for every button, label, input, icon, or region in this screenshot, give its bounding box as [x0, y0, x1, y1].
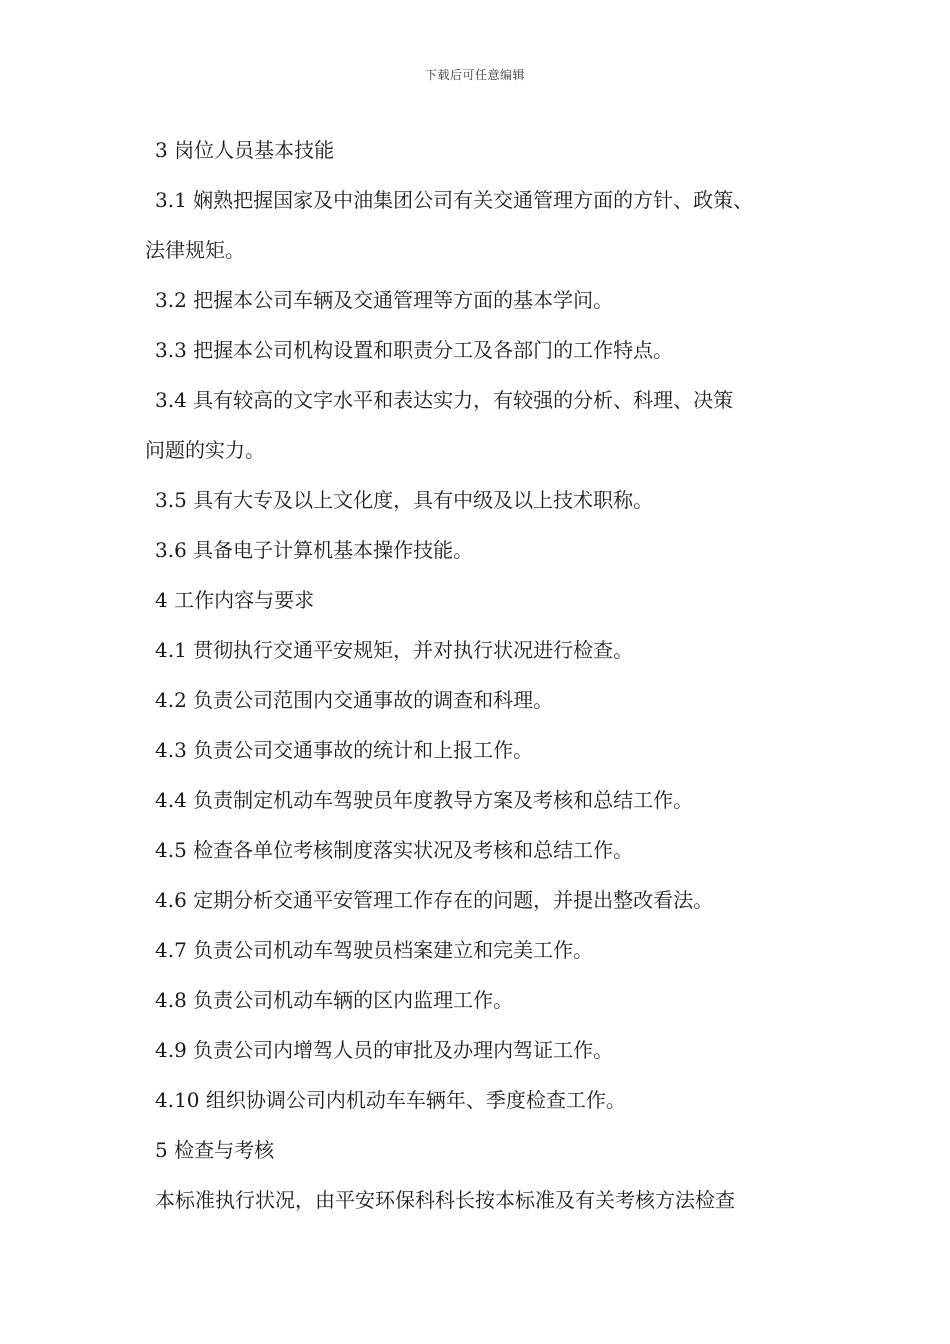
- paragraph-4-5: 4.5 检查各单位考核制度落实状况及考核和总结工作。: [155, 838, 634, 862]
- paragraph-3-6: 3.6 具备电子计算机基本操作技能。: [155, 538, 474, 562]
- paragraph-4-7: 4.7 负责公司机动车驾驶员档案建立和完美工作。: [155, 938, 594, 962]
- paragraph-4-3: 4.3 负责公司交通事故的统计和上报工作。: [155, 738, 534, 762]
- paragraph-3-4-continued: 问题的实力。: [145, 438, 265, 462]
- paragraph-3-1: 3.1 娴熟把握国家及中油集团公司有关交通管理方面的方针、政策、: [155, 188, 754, 212]
- paragraph-3-2: 3.2 把握本公司车辆及交通管理等方面的基本学问。: [155, 288, 614, 312]
- paragraph-4-6: 4.6 定期分析交通平安管理工作存在的问题，并提出整改看法。: [155, 888, 714, 912]
- paragraph-5-body: 本标准执行状况，由平安环保科科长按本标准及有关考核方法检查: [155, 1188, 735, 1212]
- document-body: [145, 128, 835, 1228]
- paragraph-4-1: 4.1 贯彻执行交通平安规矩，并对执行状况进行检查。: [155, 638, 634, 662]
- section-heading-3: 3 岗位人员基本技能: [155, 138, 335, 162]
- paragraph-3-3: 3.3 把握本公司机构设置和职责分工及各部门的工作特点。: [155, 338, 674, 362]
- paragraph-4-4: 4.4 负责制定机动车驾驶员年度教导方案及考核和总结工作。: [155, 788, 694, 812]
- page-header-note: 下载后可任意编辑: [424, 68, 525, 82]
- paragraph-3-4: 3.4 具有较高的文字水平和表达实力，有较强的分析、科理、决策: [155, 388, 734, 412]
- section-heading-5: 5 检查与考核: [155, 1138, 275, 1162]
- paragraph-4-10: 4.10 组织协调公司内机动车车辆年、季度检查工作。: [155, 1088, 626, 1112]
- section-heading-4: 4 工作内容与要求: [155, 588, 315, 612]
- paragraph-4-2: 4.2 负责公司范围内交通事故的调查和科理。: [155, 688, 554, 712]
- paragraph-3-1-continued: 法律规矩。: [145, 238, 245, 262]
- paragraph-4-9: 4.9 负责公司内增驾人员的审批及办理内驾证工作。: [155, 1038, 614, 1062]
- paragraph-4-8: 4.8 负责公司机动车辆的区内监理工作。: [155, 988, 514, 1012]
- paragraph-3-5: 3.5 具有大专及以上文化度，具有中级及以上技术职称。: [155, 488, 654, 512]
